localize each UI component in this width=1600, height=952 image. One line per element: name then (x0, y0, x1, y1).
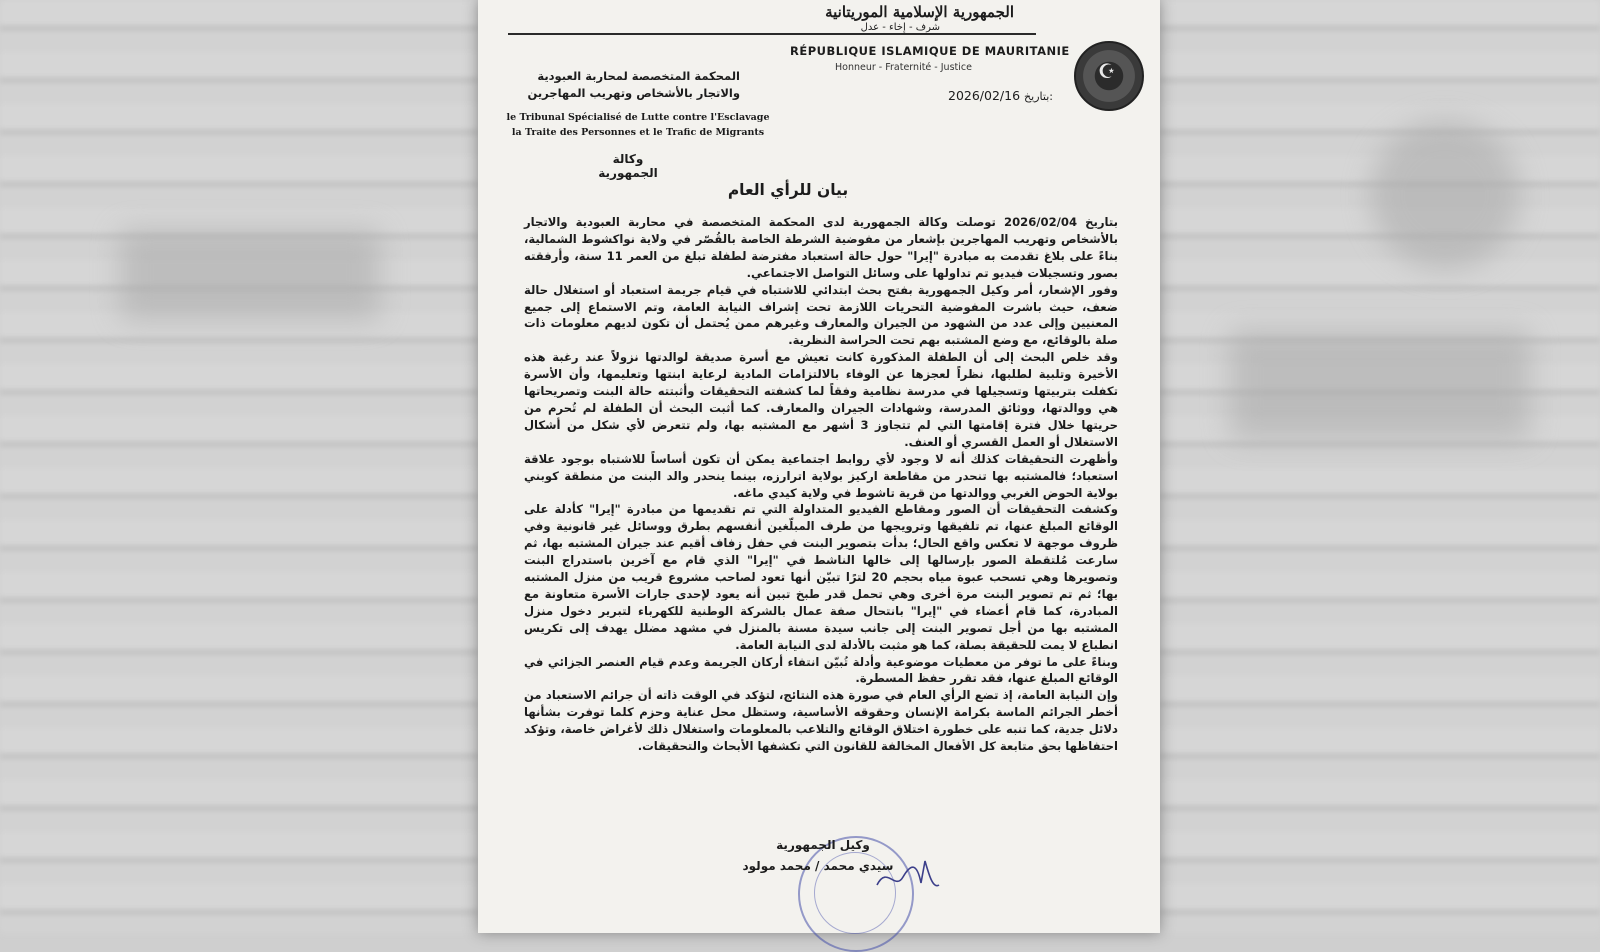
country-name-french: RÉPUBLIQUE ISLAMIQUE DE MAURITANIE (790, 44, 1070, 58)
statement-title: بيان للرأي العام (727, 181, 849, 199)
handwritten-signature (873, 855, 943, 895)
statement-body (524, 214, 1118, 755)
document-date (948, 88, 1053, 103)
country-name-arabic: الجمهورية الإسلامية الموريتانية (825, 3, 1014, 21)
statement-paragraph: وفور الإشعار، أمر وكيل الجمهورية بفتح بحث ابتدائي للاشتباه في قيام جريمة استعباد أو استغلال حالة ضعف، حيث باشرت المفوضية التحريات اللازمة تحت إشراف النيابة العامة، وتم الاستماع إلى جميع المعنيين وإلى عدد من الشهود من الجيران والمعارف وغيرهم ممن يُحتمل أن تكون لديهم معلومات ذات صلة بالوقائع، مع وضع المشتبه بهم تحت الحراسة النظرية. (524, 282, 1118, 348)
statement-paragraph: وبناءً على ما توفر من معطيات موضوعية وأدلة تُبيّن انتفاء أركان الجريمة وعدم قيام العنصر الجزائي في الوقائع المبلغ عنها، فقد تقرر حفظ المسطرة. (524, 654, 1118, 686)
court-name-french-line2: la Traite des Personnes et le Trafic de Migrants (511, 127, 765, 138)
court-name-french-line1: le Tribunal Spécialisé de Lutte contre l'Esclavage (506, 112, 770, 123)
prosecutor-office: وكالة الجمهورية (598, 152, 658, 180)
signatory-title: وكيل الجمهورية (776, 838, 870, 852)
date-value: 2026/02/16 (948, 88, 1021, 103)
statement-paragraph: وكشفت التحقيقات أن الصور ومقاطع الفيديو المتداولة التي تم تقديمها من مبادرة "إيرا" كأدلة على الوقائع المبلغ عنها، تم تلفيقها وترويجها من طرف المبلّغين أنفسهم بطرق ووسائل غير قانونية وفي ظروف موجهة لا تعكس واقع الحال؛ بدأت بتصوير البنت في حفل زفاف أقيم عند جيران المشتبه بها، ثم سارعت مُلتقطة الصور بإرسالها إلى خالها الناشط في "إيرا" الذي قام مع آخرين باستدراج البنت وتصويرها وهي تسحب عبوة مياه بحجم 20 لترًا تبيّن أنها تعود لصاحب مشروع قريب من منزل المشتبه بها؛ ثم تم تصوير البنت مرة أخرى وهي تحمل قدر طبخ تبين أنه يعود لإحدى جارات الأسرة متعاونة مع المبادرة، كما قام أعضاء في "إيرا" بانتحال صفة عمال بالشركة الوطنية للكهرباء لتبرير دخول منزل المشتبه بها من أجل تصوير البنت إلى جانب سيدة مسنة بالمنزل في مشهد مضلل يهدف إلى تكريس انطباع لا يمت للحقيقة بصلة، كما هو مثبت بالأدلة لدى النيابة العامة. (524, 502, 1119, 652)
statement-paragraph: وأظهرت التحقيقات كذلك أنه لا وجود لأي روابط اجتماعية يمكن أن تكون أساساً للاشتباه بوجود علاقة استعباد؛ فالمشتبه بها تنحدر من مقاطعة اركيز بولاية اترارزه، بينما ينحدر والد البنت من منطقة كوبني بولاية الحوض الغربي ووالدتها من قرية تاشوط في ولاية كيدي ماغه. (524, 451, 1118, 500)
motto-arabic: شرف - إخاء - عدل (860, 22, 940, 33)
star-crescent-icon: ☪ (1098, 59, 1116, 83)
background-shape (1230, 330, 1530, 440)
court-name-arabic-line2: والاتجار بالأشخاص وتهريب المهاجرين (527, 86, 740, 100)
court-name-french (498, 110, 778, 140)
header-divider (508, 33, 1036, 35)
blurred-background-right (1160, 0, 1600, 933)
statement-paragraph: وإن النيابة العامة، إذ تضع الرأي العام في صورة هذه النتائج، لتؤكد في الوقت ذاته أن جرائم الاستعباد من أخطر الجرائم الماسة بكرامة الإنسان وحقوقه الأساسية، وستظل محل عناية وحزم كلما توفرت بشأنها دلائل جدية، كما تنبه على خطورة اختلاق الوقائع والتلاعب بالمعلومات واستغلال ذلك لأغراض خاصة، وتؤكد احتفاظها بحق متابعة كل الأفعال المخالفة للقانون التي تكشفها الأبحاث والتحقيقات. (524, 688, 1118, 754)
blurred-background-left (0, 0, 478, 933)
document-page (478, 0, 1160, 933)
background-shape (1370, 120, 1520, 270)
motto-french: Honneur - Fraternité - Justice (835, 62, 972, 73)
mauritania-emblem-icon (1074, 41, 1144, 111)
court-name-arabic-line1: المحكمة المتخصصة لمحاربة العبودية (537, 69, 740, 83)
court-name-arabic (508, 68, 740, 102)
signatory-name: سيدي محمد / محمد مولود (742, 859, 894, 873)
statement-paragraph: بتاريخ 2026/02/04 توصلت وكالة الجمهورية لدى المحكمة المتخصصة في محاربة العبودية والاتجار بالأشخاص وتهريب المهاجرين بإشعار من مفوضية الشرطة الخاصة بالقُصّر في ولاية نواكشوط الشمالية، بناءً على بلاغ تقدمت به مبادرة "إيرا" حول حالة استعباد مفترضة لطفلة تبلغ من العمر 11 سنة، وأرفقته بصور وتسجيلات فيديو تم تداولها على وسائل التواصل الاجتماعي. (524, 215, 1118, 280)
background-shape (120, 230, 380, 320)
statement-paragraph: وقد خلص البحث إلى أن الطفلة المذكورة كانت تعيش مع أسرة صديقة لوالدتها نزولاً عند رغبة هذه الأخيرة وتلبية لطلبها، نظراً لعجزها عن الوفاء بالالتزامات المادية لرعاية ابنتها وتعليمها، وأن الأسرة تكفلت بتربيتها وتسجيلها في مدرسة نظامية وفقاً لما كشفته التحقيقات وأثبتته حالة البنت وتصريحاتها هي ووالدتها، ووثائق المدرسة، وشهادات الجيران والمعارف. كما أثبت البحث أن الطفلة لم تُحرم من حريتها خلال فترة إقامتها التي لم تتجاوز 3 أشهر مع المشتبه بها، ولم تتعرض لأي شكل من أشكال الاستغلال أو العمل القسري أو العنف. (524, 350, 1119, 449)
date-label: بتاريخ: (1024, 90, 1053, 103)
